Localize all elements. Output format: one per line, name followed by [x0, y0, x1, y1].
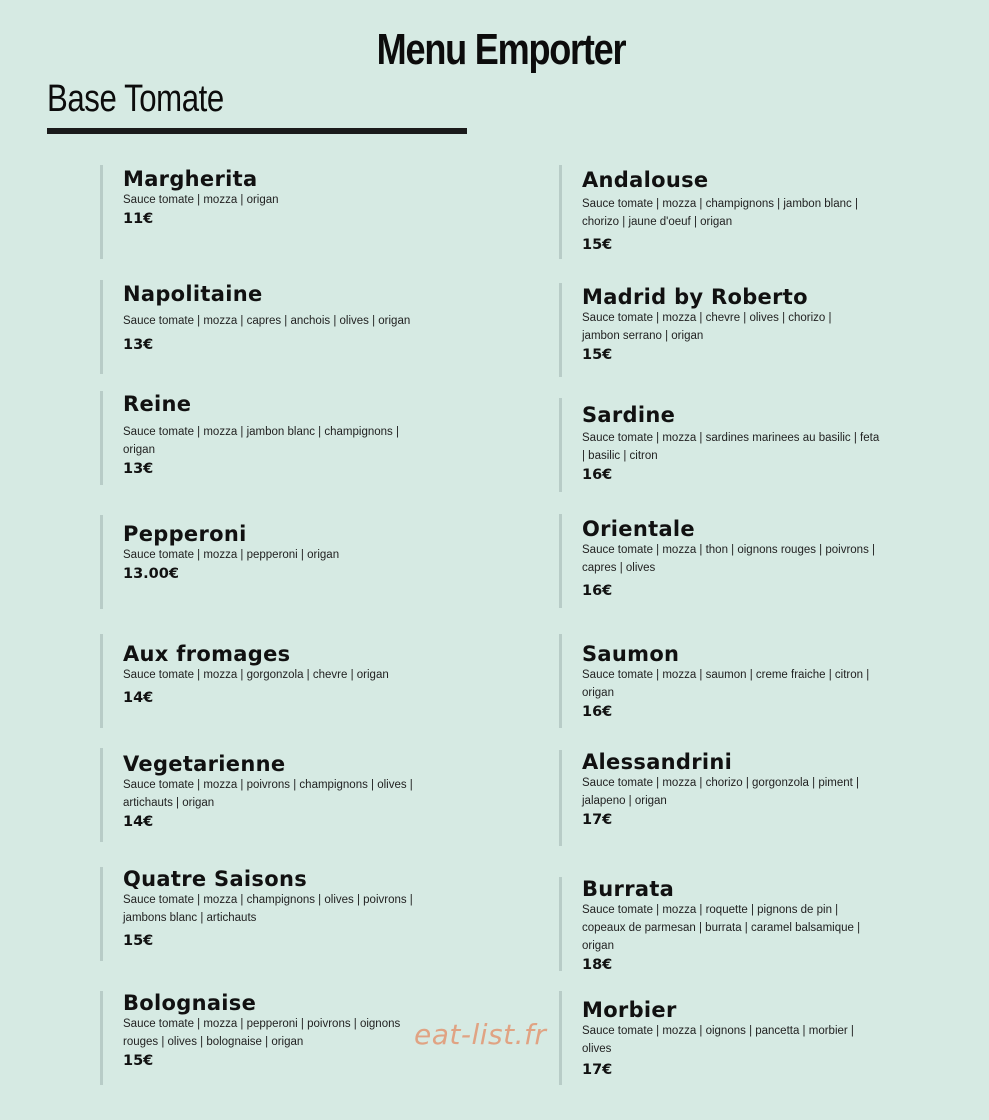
- menu-item: [559, 514, 876, 608]
- item-price: 15€: [582, 237, 613, 254]
- menu-item: [559, 877, 869, 974]
- item-description: Sauce tomate | mozza | champignons | olives | poivrons | jambons blanc | artichauts: [123, 894, 413, 925]
- menu-item: [100, 634, 430, 728]
- item-price: 16€: [582, 704, 613, 721]
- item-price: 15€: [582, 347, 613, 364]
- item-price: 14€: [123, 814, 154, 831]
- item-name: Orientale: [582, 517, 695, 541]
- item-description: Sauce tomate | mozza | saumon | creme fraiche | citron | origan: [582, 669, 870, 700]
- item-price: 13.00€: [123, 566, 179, 583]
- item-description: Sauce tomate | mozza | chorizo | gorgonzola | piment | jalapeno | origan: [582, 777, 860, 808]
- item-description: Sauce tomate | mozza | origan: [123, 194, 279, 207]
- menu-item: [559, 991, 869, 1085]
- item-description: Sauce tomate | mozza | poivrons | champignons | olives | artichauts | origan: [123, 779, 413, 810]
- item-description: Sauce tomate | mozza | pepperoni | origan: [123, 549, 340, 562]
- item-name: Reine: [123, 392, 192, 416]
- menu-item: [100, 867, 430, 961]
- menu-item: [100, 515, 430, 609]
- menu-item: [100, 280, 430, 374]
- item-name: Aux fromages: [123, 642, 291, 666]
- item-description: Sauce tomate | mozza | oignons | pancetta | morbier | olives: [582, 1025, 854, 1056]
- item-name: Quatre Saisons: [123, 867, 307, 891]
- menu-item: [559, 398, 880, 492]
- item-name: Alessandrini: [582, 750, 733, 774]
- item-name: Pepperoni: [123, 522, 247, 546]
- menu-item: [100, 991, 430, 1085]
- menu-item: [100, 165, 430, 259]
- item-description: Sauce tomate | mozza | champignons | jambon blanc | chorizo | jaune d'oeuf | origan: [582, 198, 858, 229]
- item-name: Andalouse: [582, 168, 709, 192]
- item-price: 16€: [582, 467, 613, 484]
- item-description: Sauce tomate | mozza | roquette | pignons de pin | copeaux de parmesan | burrata | caramel balsamique | origan: [582, 904, 861, 953]
- item-price: 14€: [123, 690, 154, 707]
- item-name: Saumon: [582, 642, 680, 666]
- item-name: Sardine: [582, 403, 676, 427]
- menu-item: [559, 165, 869, 259]
- menu-item: [100, 748, 430, 842]
- item-description: Sauce tomate | mozza | chevre | olives | chorizo | jambon serrano | origan: [582, 312, 832, 343]
- item-price: 18€: [582, 957, 613, 974]
- item-price: 17€: [582, 1062, 613, 1079]
- menu-item: [559, 750, 869, 846]
- menu-item: [559, 634, 869, 728]
- item-price: 15€: [123, 1053, 154, 1070]
- item-name: Burrata: [582, 877, 675, 901]
- item-name: Vegetarienne: [123, 752, 286, 776]
- section-title: Base Tomate: [47, 78, 224, 120]
- item-description: Sauce tomate | mozza | jambon blanc | champignons | origan: [123, 426, 399, 457]
- item-name: Madrid by Roberto: [582, 285, 808, 309]
- item-description: Sauce tomate | mozza | thon | oignons rouges | poivrons | capres | olives: [582, 544, 876, 575]
- item-name: Napolitaine: [123, 282, 263, 306]
- item-name: Margherita: [123, 167, 258, 191]
- item-price: 16€: [582, 583, 613, 600]
- item-description: Sauce tomate | mozza | sardines marinees au basilic | feta | basilic | citron: [582, 432, 880, 463]
- item-description: Sauce tomate | mozza | capres | anchois | olives | origan: [123, 315, 411, 328]
- item-name: Morbier: [582, 998, 677, 1022]
- item-price: 13€: [123, 461, 154, 478]
- item-price: 11€: [123, 211, 154, 228]
- menu-item: [100, 391, 430, 485]
- item-description: Sauce tomate | mozza | gorgonzola | chevre | origan: [123, 669, 389, 682]
- watermark-text: eat-list.fr: [414, 1018, 547, 1051]
- item-description: Sauce tomate | mozza | pepperoni | poivrons | oignons rouges | olives | bolognaise | origan: [123, 1018, 401, 1049]
- item-price: 15€: [123, 933, 154, 950]
- item-price: 17€: [582, 812, 613, 829]
- item-name: Bolognaise: [123, 991, 257, 1015]
- item-price: 13€: [123, 337, 154, 354]
- section-underline: [47, 128, 467, 134]
- page-title: Menu Emporter: [376, 25, 626, 74]
- menu-item: [559, 283, 869, 377]
